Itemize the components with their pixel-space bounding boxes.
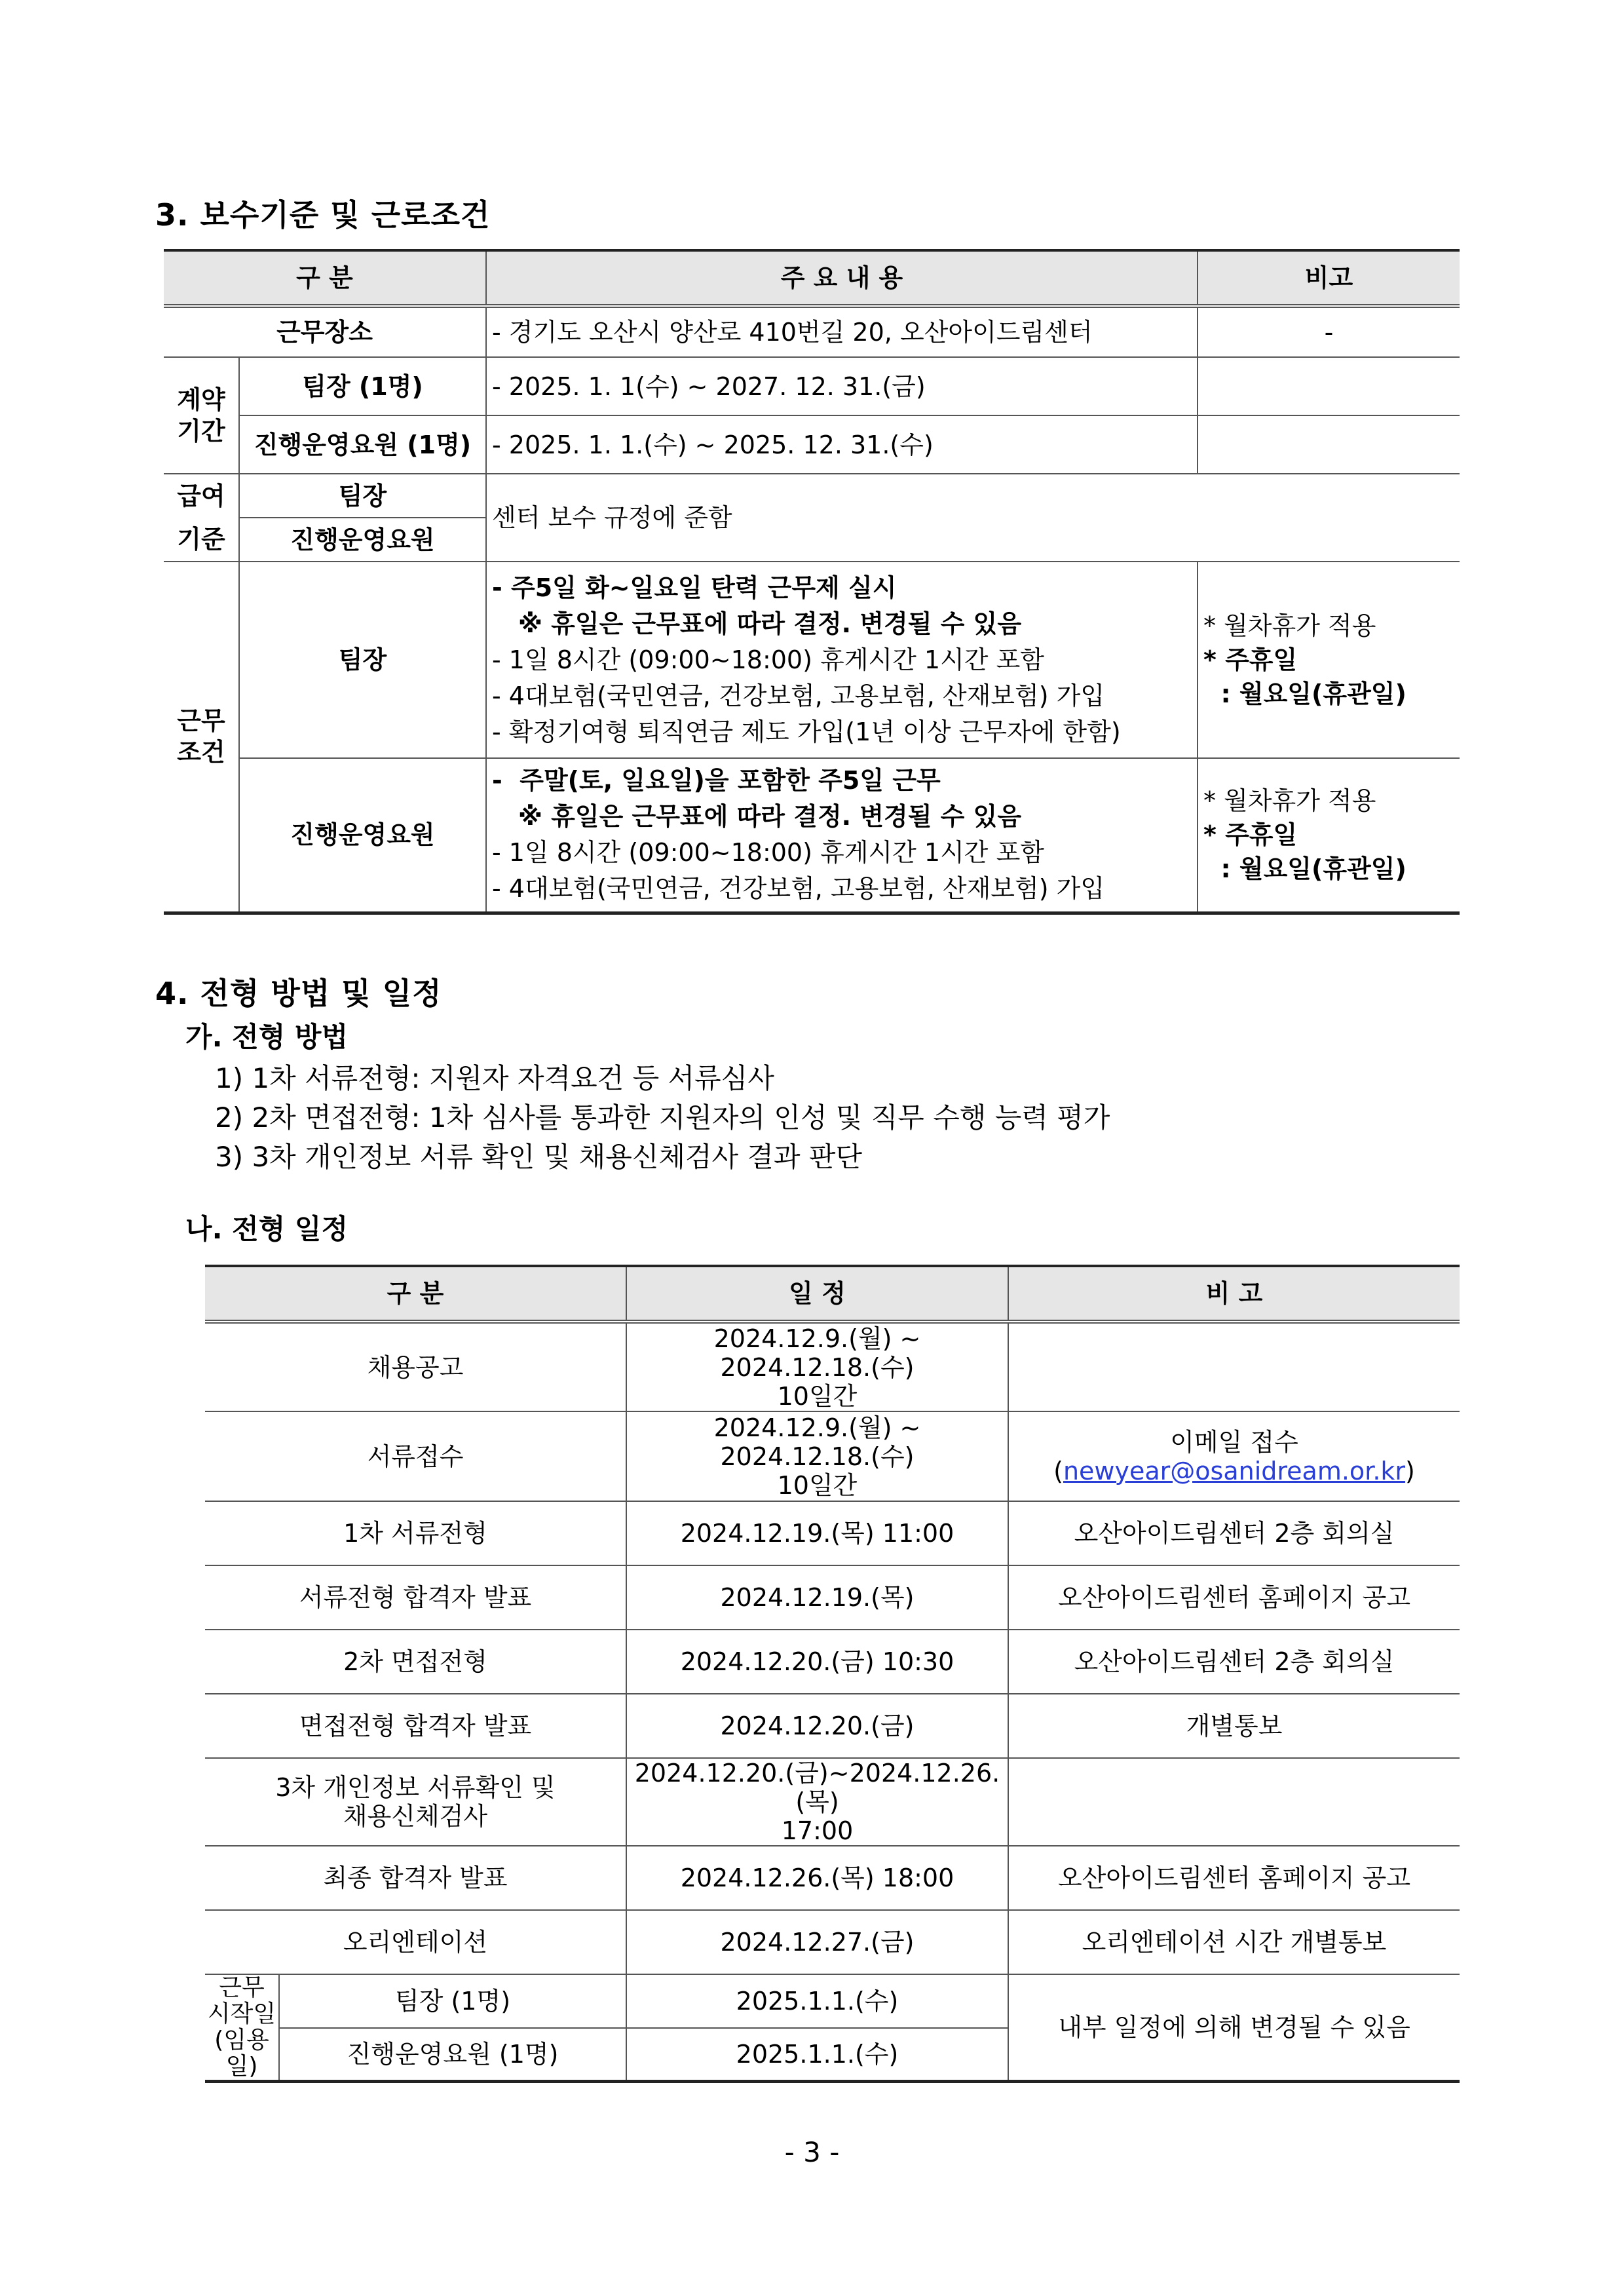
schedule-note: 오산아이드림센터 홈페이지 공고 bbox=[1008, 1565, 1460, 1630]
table-row bbox=[205, 1565, 1460, 1630]
schedule-date-line: 10일간 bbox=[777, 1470, 858, 1500]
conditions-leader-line: - 주5일 화~일요일 탄력 근무제 실시 bbox=[492, 573, 897, 602]
schedule-date-line: 17:00 bbox=[781, 1816, 854, 1845]
schedule-date bbox=[626, 1758, 1008, 1846]
salary-conditions-table bbox=[164, 249, 1460, 915]
schedule-date-line: 2024.12.9.(월) ~ bbox=[713, 1413, 921, 1442]
table-row bbox=[205, 1630, 1460, 1694]
contract-leader-note bbox=[1198, 357, 1460, 415]
schedule-name: 2차 면접전형 bbox=[205, 1630, 626, 1694]
start-label-line: 시작일 bbox=[207, 2000, 276, 2027]
schedule-name: 최종 합격자 발표 bbox=[205, 1846, 626, 1910]
conditions-staff-line: ※ 휴일은 근무표에 따라 결정. 변경될 수 있음 bbox=[518, 802, 1022, 832]
conditions-staff-line: - 1일 8시간 (09:00~18:00) 휴게시간 1시간 포함 bbox=[492, 838, 1045, 868]
schedule-name: 서류전형 합격자 발표 bbox=[205, 1565, 626, 1630]
schedule-date: 2024.12.27.(금) bbox=[626, 1910, 1008, 1974]
table-row bbox=[164, 357, 1460, 415]
table-row bbox=[205, 1411, 1460, 1501]
salary-content: 센터 보수 규정에 준함 bbox=[486, 474, 1460, 562]
section3-title: 3. 보수기준 및 근로조건 bbox=[155, 197, 491, 233]
header-note: 비고 bbox=[1198, 250, 1460, 306]
schedule-note: 오산아이드림센터 홈페이지 공고 bbox=[1008, 1846, 1460, 1910]
contract-staff-note bbox=[1198, 415, 1460, 474]
contract-leader-label: 팀장 (1명) bbox=[239, 357, 486, 415]
method-item: 3) 3차 개인정보 서류 확인 및 채용신체검사 결과 판단 bbox=[215, 1141, 863, 1173]
conditions-label-line1: 근무 bbox=[177, 706, 225, 736]
workplace-note: - bbox=[1198, 306, 1460, 357]
schedule-date: 2024.12.19.(목) 11:00 bbox=[626, 1501, 1008, 1565]
schedule-date-line: 2024.12.20.(금)~2024.12.26.(목) bbox=[634, 1759, 1000, 1816]
section4-title: 4. 전형 방법 및 일정 bbox=[155, 976, 442, 1011]
conditions-leader-line: - 확정기여형 퇴직연금 제도 가입(1년 이상 근무자에 한함) bbox=[492, 717, 1121, 746]
schedule-name: 채용공고 bbox=[205, 1322, 626, 1411]
workplace-label: 근무장소 bbox=[164, 306, 486, 357]
workplace-content: - 경기도 오산시 양산로 410번길 20, 오산아이드림센터 bbox=[486, 306, 1198, 357]
email-close-paren: ) bbox=[1405, 1456, 1415, 1485]
email-open-paren: ( bbox=[1053, 1456, 1063, 1485]
conditions-leader-line: - 4대보험(국민연금, 건강보험, 고용보험, 산재보험) 가입 bbox=[492, 681, 1105, 710]
email-line bbox=[1014, 1457, 1454, 1485]
table-row bbox=[205, 1974, 1460, 2028]
header-note: 비 고 bbox=[1008, 1266, 1460, 1322]
schedule-date bbox=[626, 1411, 1008, 1501]
contract-leader-period: - 2025. 1. 1(수) ~ 2027. 12. 31.(금) bbox=[486, 357, 1198, 415]
salary-label-line2: 기준 bbox=[177, 525, 225, 554]
schedule-date: 2024.12.26.(목) 18:00 bbox=[626, 1846, 1008, 1910]
schedule-date-line: 2024.12.9.(월) ~ bbox=[713, 1324, 921, 1353]
table-row bbox=[205, 1910, 1460, 1974]
salary-staff-label: 진행운영요원 bbox=[239, 518, 486, 562]
schedule-name: 오리엔테이션 bbox=[205, 1910, 626, 1974]
schedule-date-line: 2024.12.18.(수) bbox=[720, 1352, 915, 1382]
table-header-row bbox=[205, 1266, 1460, 1322]
salary-leader-label: 팀장 bbox=[239, 474, 486, 518]
schedule-note: 개별통보 bbox=[1008, 1694, 1460, 1758]
table-header-row bbox=[164, 250, 1460, 306]
schedule-date-line: 10일간 bbox=[777, 1381, 858, 1411]
schedule-note: 오산아이드림센터 2층 회의실 bbox=[1008, 1630, 1460, 1694]
note-line: * 주휴일 bbox=[1203, 820, 1298, 850]
conditions-staff-label: 진행운영요원 bbox=[239, 758, 486, 913]
contract-label bbox=[164, 357, 239, 474]
schedule-date: 2024.12.19.(목) bbox=[626, 1565, 1008, 1630]
method-subtitle: 가. 전형 방법 bbox=[185, 1021, 349, 1053]
table-row bbox=[164, 562, 1460, 758]
start-label-line: 근무 bbox=[219, 1974, 265, 2001]
schedule-note bbox=[1008, 1758, 1460, 1846]
schedule-subtitle: 나. 전형 일정 bbox=[185, 1213, 349, 1245]
page-number: - 3 - bbox=[784, 2136, 840, 2168]
schedule-name bbox=[205, 1758, 626, 1846]
schedule-name-line: 3차 개인정보 서류확인 및 bbox=[275, 1773, 556, 1802]
table-row bbox=[205, 1758, 1460, 1846]
note-line: * 주휴일 bbox=[1203, 645, 1298, 674]
table-row bbox=[205, 1846, 1460, 1910]
contract-label-line1: 계약 bbox=[177, 385, 225, 414]
method-item: 2) 2차 면접전형: 1차 심사를 통과한 지원자의 인성 및 직무 수행 능력 평가 bbox=[215, 1101, 1110, 1134]
header-content: 주 요 내 용 bbox=[486, 250, 1198, 306]
schedule-date: 2024.12.20.(금) 10:30 bbox=[626, 1630, 1008, 1694]
note-line: * 월차휴가 적용 bbox=[1203, 611, 1376, 640]
conditions-leader-note bbox=[1198, 562, 1460, 758]
conditions-staff-line: - 4대보험(국민연금, 건강보험, 고용보험, 산재보험) 가입 bbox=[492, 874, 1105, 904]
note-line: * 월차휴가 적용 bbox=[1203, 786, 1376, 816]
schedule-name-line: 채용신체검사 bbox=[343, 1802, 488, 1831]
schedule-note bbox=[1008, 1411, 1460, 1501]
start-leader-label: 팀장 (1명) bbox=[279, 1974, 626, 2028]
table-row bbox=[205, 1322, 1460, 1411]
schedule-date: 2024.12.20.(금) bbox=[626, 1694, 1008, 1758]
start-staff-date: 2025.1.1.(수) bbox=[626, 2028, 1008, 2082]
table-row bbox=[205, 1694, 1460, 1758]
table-row bbox=[164, 758, 1460, 913]
start-note: 내부 일정에 의해 변경될 수 있음 bbox=[1008, 1974, 1460, 2082]
conditions-label-line2: 조건 bbox=[177, 738, 225, 767]
schedule-name: 서류접수 bbox=[205, 1411, 626, 1501]
note-line: : 월요일(휴관일) bbox=[1203, 854, 1407, 884]
method-item: 1) 1차 서류전형: 지원자 자격요건 등 서류심사 bbox=[215, 1062, 774, 1094]
schedule-name: 1차 서류전형 bbox=[205, 1501, 626, 1565]
contract-label-line2: 기간 bbox=[177, 417, 225, 446]
schedule-date-line: 2024.12.18.(수) bbox=[720, 1442, 915, 1471]
start-date-label bbox=[205, 1974, 279, 2082]
conditions-label bbox=[164, 562, 239, 913]
schedule-name: 면접전형 합격자 발표 bbox=[205, 1694, 626, 1758]
schedule-note: 오산아이드림센터 2층 회의실 bbox=[1008, 1501, 1460, 1565]
contract-staff-label: 진행운영요원 (1명) bbox=[239, 415, 486, 474]
start-leader-date: 2025.1.1.(수) bbox=[626, 1974, 1008, 2028]
email-link[interactable]: newyear@osanidream.or.kr bbox=[1063, 1456, 1406, 1485]
note-line: : 월요일(휴관일) bbox=[1203, 679, 1407, 708]
conditions-leader-label: 팀장 bbox=[239, 562, 486, 758]
salary-label-line1: 급여 bbox=[177, 482, 225, 510]
table-row bbox=[164, 474, 1460, 518]
email-submit-label: 이메일 접수 bbox=[1170, 1427, 1298, 1457]
conditions-staff-note bbox=[1198, 758, 1460, 913]
start-staff-label: 진행운영요원 (1명) bbox=[279, 2028, 626, 2082]
conditions-leader-line: - 1일 8시간 (09:00~18:00) 휴게시간 1시간 포함 bbox=[492, 645, 1045, 674]
conditions-leader-content bbox=[486, 562, 1198, 758]
table-row bbox=[164, 306, 1460, 357]
schedule-note bbox=[1008, 1322, 1460, 1411]
schedule-table bbox=[205, 1265, 1460, 2083]
schedule-date bbox=[626, 1322, 1008, 1411]
header-category: 구 분 bbox=[164, 250, 486, 306]
conditions-staff-line: - 주말(토, 일요일)을 포함한 주5일 근무 bbox=[492, 766, 941, 795]
schedule-note: 오리엔테이션 시간 개별통보 bbox=[1008, 1910, 1460, 1974]
table-row bbox=[205, 1501, 1460, 1565]
start-label-line: (임용일) bbox=[214, 2027, 269, 2080]
header-category: 구 분 bbox=[205, 1266, 626, 1322]
header-date: 일 정 bbox=[626, 1266, 1008, 1322]
contract-staff-period: - 2025. 1. 1.(수) ~ 2025. 12. 31.(수) bbox=[486, 415, 1198, 474]
salary-label bbox=[164, 474, 239, 562]
conditions-staff-content bbox=[486, 758, 1198, 913]
conditions-leader-line: ※ 휴일은 근무표에 따라 결정. 변경될 수 있음 bbox=[518, 609, 1022, 638]
table-row bbox=[164, 415, 1460, 474]
